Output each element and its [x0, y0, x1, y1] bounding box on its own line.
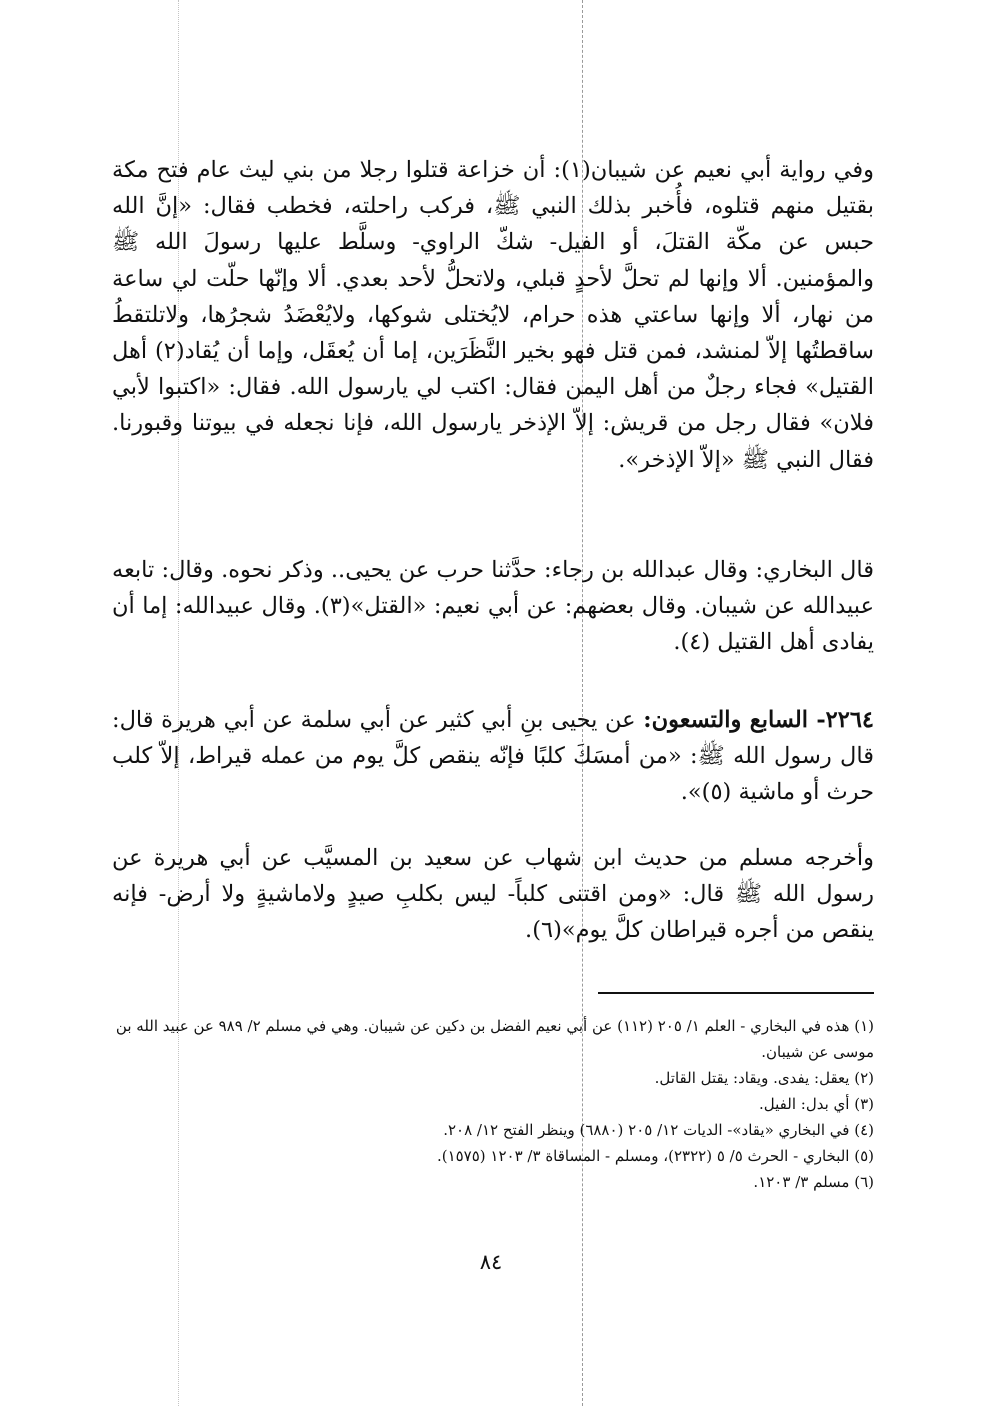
page-number: ٨٤	[479, 1250, 503, 1274]
footnote-4: (٤) في البخاري «يقاد»- الديات ١٢/ ٢٠٥ (٦٨٨٠) وينظر الفتح ١٢/ ٢٠٨.	[443, 1121, 874, 1139]
footnote-3: (٣) أي بدل: الفيل.	[759, 1095, 874, 1113]
paragraph-bukhari-comment: قال البخاري: وقال عبدالله بن رجاء: حدَّثنا حرب عن يحيى.. وذكر نحوه. وقال: تابعه عبيدالله عن شيبان. وقال بعضهم: عن أبي نعيم: «القتل»(٣). وقال عبيدالله: إما أن يفادى أهل القتيل (٤).	[112, 557, 875, 656]
footnote-6: (٦) مسلم ٣/ ١٢٠٣.	[753, 1173, 874, 1191]
footnote-separator	[598, 992, 874, 994]
hadith-number-heading: ٢٢٦٤- السابع والتسعون:	[643, 707, 875, 733]
footnote-5: (٥) البخاري - الحرث ٥/ ٥ (٢٣٢٢)، ومسلم - المساقاة ٣/ ١٢٠٣ (١٥٧٥).	[436, 1147, 874, 1165]
footnotes	[112, 1013, 874, 1195]
footnote-1: (١) هذه في البخاري - العلم ١/ ٢٠٥ (١١٢) عن أبي نعيم الفضل بن دكين عن شيبان. وهي في مسلم ٢/ ٩٨٩ عن عبيد الله بن موسى عن شيبان.	[115, 1017, 874, 1061]
hadith-text: عن يحيى بنِ أبي كثير عن أبي سلمة عن أبي هريرة قال: قال رسول الله ﷺ: «من أمسَكَ كلبًا فإنّه ينقص كلَّ يوم من عمله قيراط، إلاّ كلب حرث أو ماشية (٥)».	[112, 707, 874, 806]
paragraph-abu-nuaym-narration: وفي رواية أبي نعيم عن شيبان(١): أن خزاعة قتلوا رجلا من بني ليث عام فتح مكة بقتيل منهم قتلوه، فأُخبر بذلك النبي ﷺ، فركب راحلته، فخطب فقال: «إنَّ الله حبس عن مكّة القتلَ، أو الفيل- شكّ الراوي- وسلَّط عليها رسولَ الله ﷺ والمؤمنين. ألا وإنها لم تحلَّ لأحدٍ قبلي، ولاتحلُّ لأحد بعدي. ألا وإنّها حلّت لي ساعة من نهار، ألا وإنها ساعتي هذه حرام، لايُختلى شوكها، ولايُعْضَدُ شجرُها، ولاتلتقطُ ساقطتُها إلاّ لمنشد، فمن قتل فهو بخير النَّظَرَين، إما أن يُعقَل، وإما أن يُقاد(٢) أهل القتيل» فجاء رجلٌ من أهل اليمن فقال: اكتب لي يارسول الله. فقال: «اكتبوا لأبي فلان» فقال رجل من قريش: إلاّ الإذخر يارسول الله، فإنا نجعله في بيوتنا وقبورنا. فقال النبي ﷺ «إلاّ الإذخر».	[112, 157, 875, 473]
footnote-2: (٢) يعقل: يفدى. ويقاد: يقتل القاتل.	[654, 1069, 874, 1087]
paragraph-muslim-narration: وأخرجه مسلم من حديث ابن شهاب عن سعيد بن المسيَّب عن أبي هريرة عن رسول الله ﷺ قال: «ومن اقتنى كلباً- ليس بكلبِ صيدٍ ولاماشيةٍ ولا أرض- فإنه ينقص من أجره قيراطان كلَّ يوم»(٦).	[112, 845, 874, 944]
paragraph-hadith-2264	[112, 702, 874, 811]
